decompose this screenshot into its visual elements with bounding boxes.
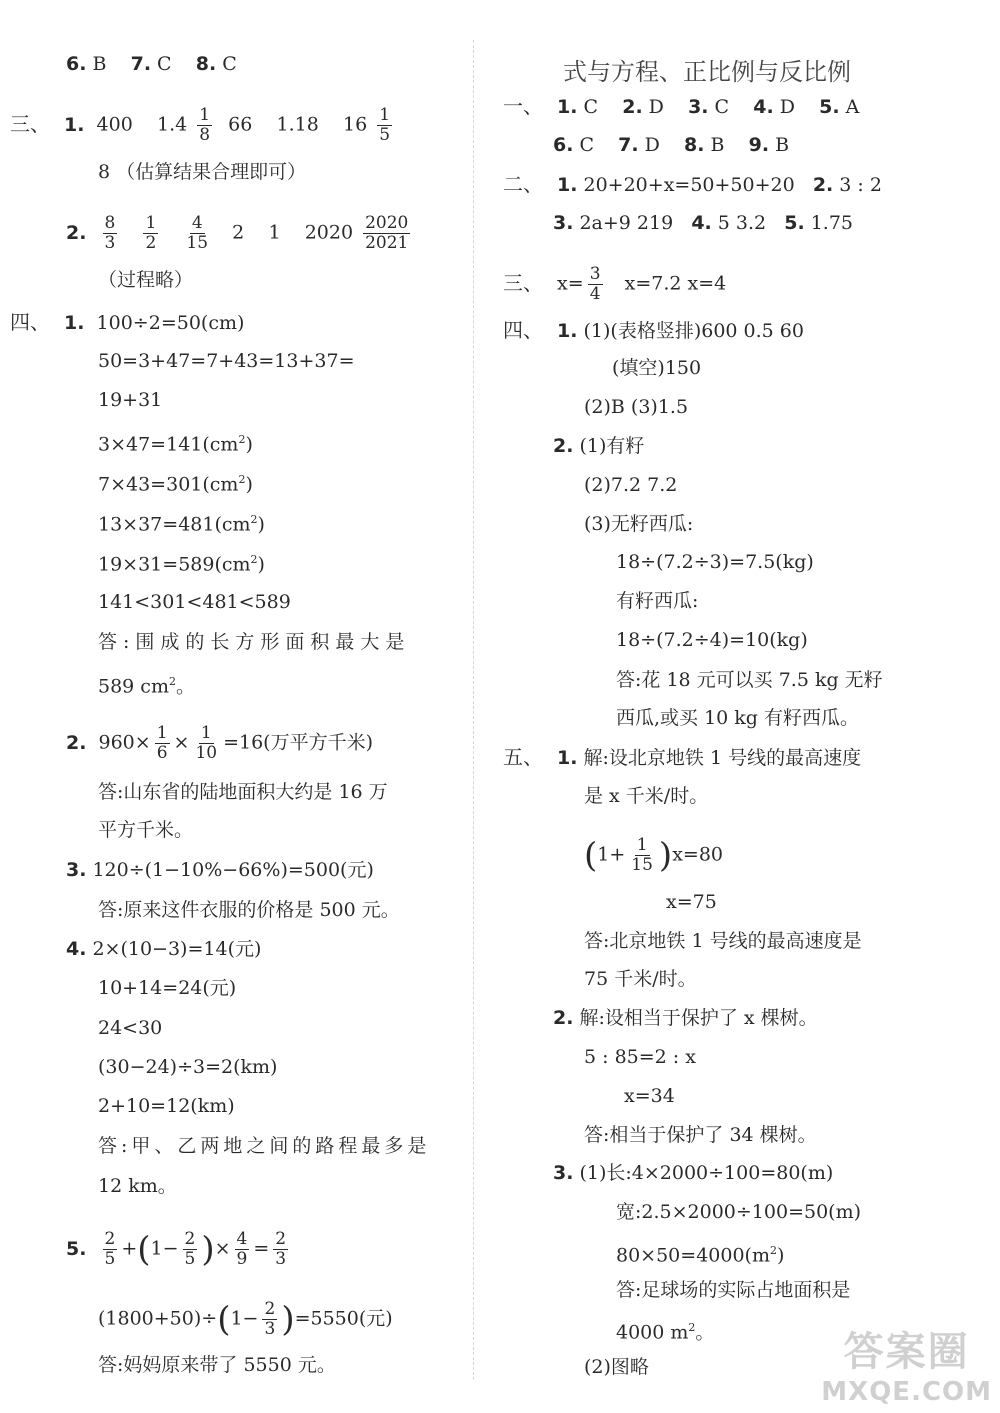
answer-line: 4. 2×(10−3)=14(元) bbox=[66, 938, 262, 960]
fraction: $\frac{1}{10}$ bbox=[195, 723, 218, 763]
answer-line: $7\times 43=301(cm^2)$ bbox=[98, 473, 253, 496]
fraction: $\frac{1}{5}$ bbox=[379, 105, 391, 145]
answer-line: 75 千米/时。 bbox=[584, 968, 697, 990]
answer-line: 是 x 千米/时。 bbox=[584, 785, 709, 807]
answer-line: 19+31 bbox=[98, 389, 163, 411]
fraction: $\frac{4}{9}$ bbox=[236, 1229, 248, 1269]
answer-line: 五、 1. 解:设北京地铁 1 号线的最高速度 bbox=[503, 745, 862, 769]
answer-line: 18÷(7.2÷3)=7.5(kg) bbox=[616, 551, 814, 573]
answer-line: 答:相当于保护了 34 棵树。 bbox=[584, 1124, 817, 1146]
answer-line: 3. 120÷(1−10%−66%)=500(元) bbox=[66, 859, 374, 881]
answer-line: $13\times 37=481(cm^2)$ bbox=[98, 513, 265, 536]
answer-line: 10+14=24(元) bbox=[98, 977, 237, 999]
answer-line: (30−24)÷3=2(km) bbox=[98, 1056, 278, 1078]
fraction: $\frac{4}{15}$ bbox=[186, 213, 209, 253]
watermark-logo: 答案圈 MXQE.COM bbox=[821, 1329, 992, 1407]
answer-line: (1+ $\frac{1}{15}$ )x=80 bbox=[584, 835, 723, 876]
answer-line: 平方千米。 bbox=[98, 819, 194, 841]
answer-line: 三、 x= $\frac{3}{4}$ x=7.2 x=4 bbox=[503, 264, 727, 304]
answer-line: (3)无籽西瓜: bbox=[584, 513, 694, 535]
section-label: 三、 bbox=[10, 111, 50, 136]
answer-line: (填空)150 bbox=[612, 357, 702, 379]
answer-line: 宽:2.5×2000÷100=50(m) bbox=[616, 1201, 862, 1223]
answer-line: 12 km。 bbox=[98, 1175, 177, 1197]
answer-line: 答:围成的长方形面积最大是 bbox=[98, 631, 411, 653]
answer-line: (2)图略 bbox=[584, 1356, 649, 1378]
section-label: 五、 bbox=[503, 745, 543, 769]
fraction: $\frac{2}{5}$ bbox=[104, 1229, 116, 1269]
answer-line: 18÷(7.2÷4)=10(kg) bbox=[616, 629, 808, 651]
answer-line: 答:妈妈原来带了 5550 元。 bbox=[98, 1354, 336, 1376]
answer-line: 2. (1)有籽 bbox=[553, 435, 645, 457]
answer-line: 3. 2a+9 219 4. 5 3.2 5. 1.75 bbox=[553, 212, 854, 234]
answer-line: 3. (1)长:4×2000÷100=80(m) bbox=[553, 1162, 834, 1184]
section-label: 四、 bbox=[10, 310, 50, 334]
answer-line: （过程略） bbox=[98, 269, 194, 291]
section-label: 四、 bbox=[503, 318, 543, 342]
answer-line: 24<30 bbox=[98, 1017, 163, 1039]
fraction: $\frac{1}{15}$ bbox=[631, 835, 653, 875]
answer-line: 4000 $m^2$。 bbox=[616, 1321, 715, 1344]
answer-line: 一、 1. C 2. D 3. C 4. D 5. A bbox=[503, 94, 860, 118]
answer-line: 答:花 18 元可以买 7.5 kg 无籽 bbox=[616, 669, 883, 691]
column-divider bbox=[473, 40, 474, 1380]
answer-line: $19\times 31=589(cm^2)$ bbox=[98, 553, 265, 576]
fraction: $\frac{2}{3}$ bbox=[275, 1229, 287, 1269]
answer-line: 四、 1. 100÷2=50(cm) bbox=[10, 310, 245, 334]
section-label: 二、 bbox=[503, 172, 543, 196]
answer-line: 四、 1. (1)(表格竖排)600 0.5 60 bbox=[503, 318, 804, 342]
answer-line: x=34 bbox=[624, 1085, 675, 1107]
answer-line: $80\times 50=4000(m^2)$ bbox=[616, 1244, 785, 1267]
fraction: $\frac{1}{6}$ bbox=[156, 723, 168, 763]
answer-line: 5. $\frac{2}{5}$ +(1− $\frac{2}{5}$ )× $\frac{4}{9}$ = $\frac{2}{3}$ bbox=[66, 1229, 287, 1270]
answer-line: 答:山东省的陆地面积大约是 16 万 bbox=[98, 781, 388, 803]
answer-line: (1800+50)÷(1− $\frac{2}{3}$ )=5550(元) bbox=[98, 1299, 393, 1340]
section-label: 三、 bbox=[503, 270, 543, 295]
fraction: $\frac{1}{2}$ bbox=[145, 213, 157, 253]
answer-line: 5 : 85=2 : x bbox=[584, 1046, 696, 1068]
fraction: $\frac{8}{3}$ bbox=[104, 213, 116, 253]
section-title: 式与方程、正比例与反比例 bbox=[563, 58, 851, 86]
answer-line: 8 （估算结果合理即可） bbox=[98, 161, 307, 183]
fraction: $\frac{3}{4}$ bbox=[589, 264, 601, 304]
fraction: $\frac{2020}{2021}$ bbox=[365, 213, 409, 253]
answer-line: (2)B (3)1.5 bbox=[584, 396, 689, 418]
fraction: $\frac{1}{8}$ bbox=[199, 105, 211, 145]
answer-line: 6. C 7. D 8. B 9. B bbox=[553, 134, 790, 156]
answer-line: $3\times 47=141(cm^2)$ bbox=[98, 433, 253, 456]
answer-line: 50=3+47=7+43=13+37= bbox=[98, 350, 355, 372]
answer-line: 答:足球场的实际占地面积是 bbox=[616, 1279, 851, 1301]
answer-line: 三、 1. 400 1.4 $\frac{1}{8}$ 66 1.18 16 $\frac{1}{5}$ bbox=[10, 105, 391, 145]
fraction: $\frac{2}{5}$ bbox=[184, 1229, 196, 1269]
answer-line: 答:甲、乙两地之间的路程最多是 bbox=[98, 1135, 431, 1157]
answer-line: 西瓜,或买 10 kg 有籽西瓜。 bbox=[616, 707, 860, 729]
section-label: 一、 bbox=[503, 94, 543, 118]
answer-line: 141<301<481<589 bbox=[98, 591, 291, 613]
answer-line: (2)7.2 7.2 bbox=[584, 474, 678, 496]
answer-line: 2+10=12(km) bbox=[98, 1095, 235, 1117]
answer-line: 有籽西瓜: bbox=[616, 590, 699, 612]
answer-line: 2. 解:设相当于保护了 x 棵树。 bbox=[553, 1007, 818, 1029]
answer-line: 二、 1. 20+20+x=50+50+20 2. 3 : 2 bbox=[503, 172, 882, 196]
answer-line: 2. $\frac{8}{3}$ $\frac{1}{2}$ $\frac{4}{15}$ 2 1 2020 $\frac{2020}{2021}$ bbox=[66, 213, 409, 253]
answer-line: 6. B 7. C 8. C bbox=[66, 53, 237, 75]
answer-line: 答:北京地铁 1 号线的最高速度是 bbox=[584, 930, 862, 952]
answer-line: 589 $cm^2$。 bbox=[98, 675, 195, 698]
answer-line: 2. 960× $\frac{1}{6}$ × $\frac{1}{10}$ =16(万平方千米) bbox=[66, 723, 374, 763]
answer-line: 答:原来这件衣服的价格是 500 元。 bbox=[98, 899, 400, 921]
answer-line: x=75 bbox=[666, 891, 717, 913]
fraction: $\frac{2}{3}$ bbox=[264, 1299, 276, 1339]
